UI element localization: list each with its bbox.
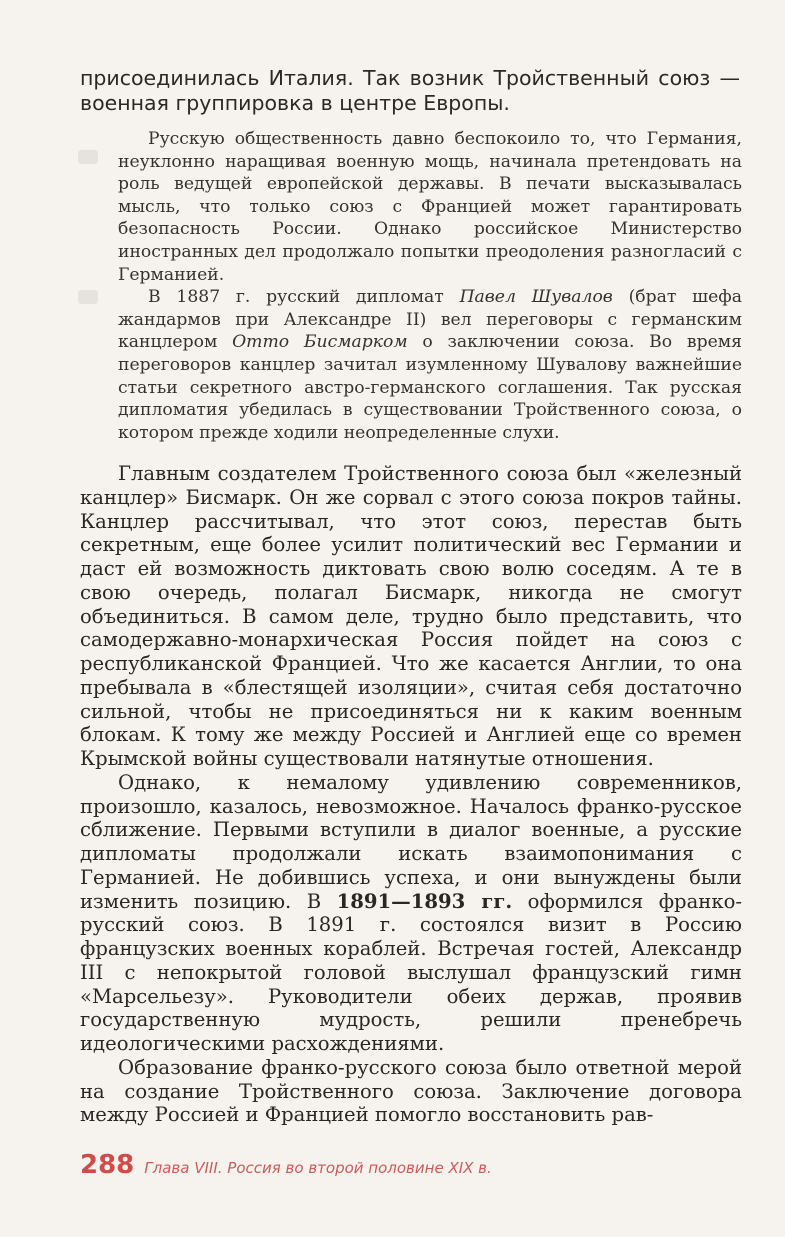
main-text bbox=[80, 462, 742, 1127]
margin-decoration bbox=[78, 150, 98, 164]
reading-paragraph-2: В 1887 г. русский дипломат Павел Шувалов (брат шефа жандармов при Александре II) вел переговоры с германским канцлером Отто Бисмарком о заключении союза. Во время переговоров канцлер зачитал изумленному Шувалову важнейшие статьи секретного австро-германского соглашения. Так русская дипломатия убедилась в существовании Тройственного союза, о котором прежде ходили неопределенные слухи. bbox=[118, 287, 742, 443]
chapter-title: Глава VIII. Россия во второй половине XIX в. bbox=[144, 1159, 492, 1177]
main-paragraph-2: Однако, к немалому удивлению современников, произошло, казалось, невозможное. Началось франко-русское сближение. Первыми вступили в диалог военные, а русские дипломаты продолжали искать взаимопонимания с Германией. Не добившись успеха, и они вынуждены были изменить позицию. В 1891—1893 гг. оформился франко-русский союз. В 1891 г. состоялся визит в Россию французских военных кораблей. Встречая гостей, Александр III с непокрытой головой выслушал французский гимн «Марсельезу». Руководители обеих держав, проявив государственную мудрость, решили пренебречь идеологическими расхождениями. bbox=[80, 770, 742, 1055]
person-name-bismarck: Отто Бисмарком bbox=[232, 332, 408, 353]
main-paragraph-3: Образование франко-русского союза было ответной мерой на создание Тройственного союза. Заключение договора между Россией и Францией помогло восстановить рав- bbox=[80, 1055, 742, 1127]
key-date: 1891—1893 гг. bbox=[336, 889, 513, 913]
page-footer bbox=[80, 1150, 740, 1182]
main-paragraph-1: Главным создателем Тройственного союза был «железный канцлер» Бисмарк. Он же сорвал с этого союза покров тайны. Канцлер рассчитывал, что этот союз, перестав быть секретным, еще более усилит политический вес Германии и даст ей возможность диктовать свою волю соседям. А те в свою очередь, полагал Бисмарк, никогда не смогут объединиться. В самом деле, трудно было представить, что самодержавно-монархическая Россия пойдет на союз с республиканской Францией. Что же касается Англии, то она пребывала в «блестящей изоляции», считая себя достаточно сильной, чтобы не присоединяться ни к каким военным блокам. К тому же между Россией и Англией еще со времен Крымской войны существовали натянутые отношения. bbox=[80, 462, 742, 770]
page-number: 288 bbox=[80, 1150, 135, 1180]
person-name-shuvalov: Павел Шувалов bbox=[459, 287, 613, 308]
reading-paragraph-1: Русскую общественность давно беспокоило то, что Германия, неуклонно наращивая военную мощь, начинала претендовать на роль ведущей европейской державы. В печати высказывалась мысль, что только союз с Францией может гарантировать безопасность России. Однако российское Министерство иностранных дел продолжало попытки преодоления разногласий с Германией. bbox=[118, 129, 742, 285]
additional-reading-block bbox=[118, 128, 742, 444]
lead-paragraph: присоединилась Италия. Так возник Тройственный союз — военная группировка в центре Европы. bbox=[80, 66, 740, 115]
margin-decoration bbox=[78, 290, 98, 304]
